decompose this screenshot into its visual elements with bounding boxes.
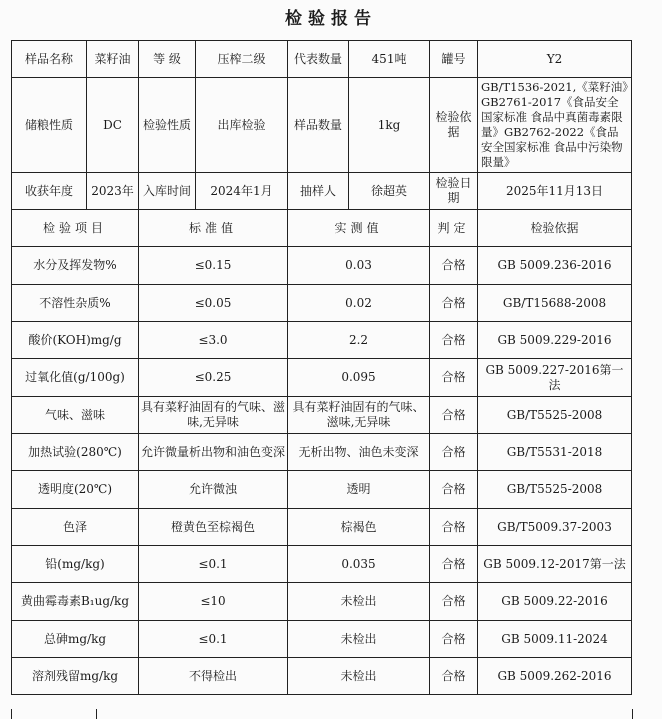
table-row [12,509,632,546]
measured-value: 未检出 [288,658,430,695]
measured-value: 0.03 [288,247,430,285]
test-method: GB 5009.11-2024 [478,621,632,658]
inspect-date-label: 检验日期 [430,173,478,210]
rep-qty-label: 代表数量 [288,41,349,78]
test-method: GB 5009.236-2016 [478,247,632,285]
test-item: 水分及挥发物% [12,247,139,285]
standard-value: 具有菜籽油固有的气味、滋味,无异味 [139,397,288,434]
standard-value: 橙黄色至棕褐色 [139,509,288,546]
judgement: 合格 [430,397,478,434]
storage-time-label: 入库时间 [139,173,196,210]
table-row [12,546,632,583]
bottom-border-strip [11,709,633,719]
harvest-label: 收获年度 [12,173,87,210]
grade-label: 等 级 [139,41,196,78]
test-item: 色泽 [12,509,139,546]
test-item: 不溶性杂质% [12,285,139,322]
test-method: GB/T15688-2008 [478,285,632,322]
sample-qty-value: 1kg [349,78,430,173]
measured-value: 0.02 [288,285,430,322]
standard-value: ≤3.0 [139,322,288,359]
vessel-value: Y2 [478,41,632,78]
basis-standards: GB/T1536-2021,《菜籽油》GB2761-2017《食品安全国家标准 食品中真菌毒素限量》GB2762-2022《食品安全国家标准 食品中污染物限量》 [478,78,632,173]
test-method: GB/T5009.37-2003 [478,509,632,546]
test-item: 加热试验(280℃) [12,434,139,471]
standard-value: 允许微量析出物和油色变深 [139,434,288,471]
measured-value: 未检出 [288,583,430,621]
table-row [12,285,632,322]
sampler-value: 徐超英 [349,173,430,210]
measured-value: 透明 [288,471,430,509]
standard-value: ≤10 [139,583,288,621]
table-row [12,247,632,285]
info-row-3 [12,173,632,210]
storage-time-value: 2024年1月 [196,173,288,210]
measured-value: 无析出物、油色未变深 [288,434,430,471]
judgement: 合格 [430,509,478,546]
standard-value: 允许微浊 [139,471,288,509]
storage-value: DC [87,78,139,173]
sample-qty-label: 样品数量 [288,78,349,173]
inspect-type-value: 出库检验 [196,78,288,173]
test-item: 黄曲霉毒素B₁ug/kg [12,583,139,621]
table-row [12,397,632,434]
vessel-label: 罐号 [430,41,478,78]
table-row [12,621,632,658]
harvest-value: 2023年 [87,173,139,210]
judgement: 合格 [430,247,478,285]
basis-label: 检验依据 [430,78,478,173]
judgement: 合格 [430,621,478,658]
table-row [12,658,632,695]
judgement: 合格 [430,285,478,322]
report-title: 检验报告 [285,9,377,29]
test-method: GB 5009.262-2016 [478,658,632,695]
test-method: GB 5009.22-2016 [478,583,632,621]
sample-name-value: 菜籽油 [87,41,139,78]
info-row-2 [12,78,632,173]
info-row-1 [12,41,632,78]
test-item: 气味、滋味 [12,397,139,434]
test-method: GB/T5525-2008 [478,397,632,434]
test-item: 过氧化值(g/100g) [12,359,139,397]
inspect-type-label: 检验性质 [139,78,196,173]
test-method: GB 5009.227-2016第一法 [478,359,632,397]
bottom-strip-divider [96,709,97,719]
grade-value: 压榨二级 [196,41,288,78]
judgement: 合格 [430,359,478,397]
judgement: 合格 [430,434,478,471]
sample-name-label: 样品名称 [12,41,87,78]
standard-value: ≤0.1 [139,546,288,583]
inspect-date-value: 2025年11月13日 [478,173,632,210]
header-standard: 标准值 [139,210,288,247]
test-method: GB 5009.12-2017第一法 [478,546,632,583]
rep-qty-value: 451吨 [349,41,430,78]
table-row [12,434,632,471]
test-item: 酸价(KOH)mg/g [12,322,139,359]
judgement: 合格 [430,658,478,695]
header-basis: 检验依据 [478,210,632,247]
test-item: 总砷mg/kg [12,621,139,658]
standard-value: ≤0.05 [139,285,288,322]
results-header-row [12,210,632,247]
standard-value: 不得检出 [139,658,288,695]
header-judge: 判定 [430,210,478,247]
standard-value: ≤0.1 [139,621,288,658]
measured-value: 2.2 [288,322,430,359]
test-item: 溶剂残留mg/kg [12,658,139,695]
test-method: GB/T5525-2008 [478,471,632,509]
standard-value: ≤0.15 [139,247,288,285]
measured-value: 棕褐色 [288,509,430,546]
measured-value: 0.095 [288,359,430,397]
results-body [12,247,632,695]
test-item: 透明度(20℃) [12,471,139,509]
header-item: 检验项目 [12,210,139,247]
sampler-label: 抽样人 [288,173,349,210]
table-row [12,471,632,509]
header-measured: 实测值 [288,210,430,247]
judgement: 合格 [430,546,478,583]
judgement: 合格 [430,322,478,359]
test-method: GB 5009.229-2016 [478,322,632,359]
test-method: GB/T5531-2018 [478,434,632,471]
measured-value: 具有菜籽油固有的气味、滋味,无异味 [288,397,430,434]
report-table [11,40,632,695]
table-row [12,322,632,359]
measured-value: 未检出 [288,621,430,658]
judgement: 合格 [430,471,478,509]
standard-value: ≤0.25 [139,359,288,397]
table-row [12,583,632,621]
table-row [12,359,632,397]
storage-label: 储粮性质 [12,78,87,173]
judgement: 合格 [430,583,478,621]
measured-value: 0.035 [288,546,430,583]
test-item: 铅(mg/kg) [12,546,139,583]
